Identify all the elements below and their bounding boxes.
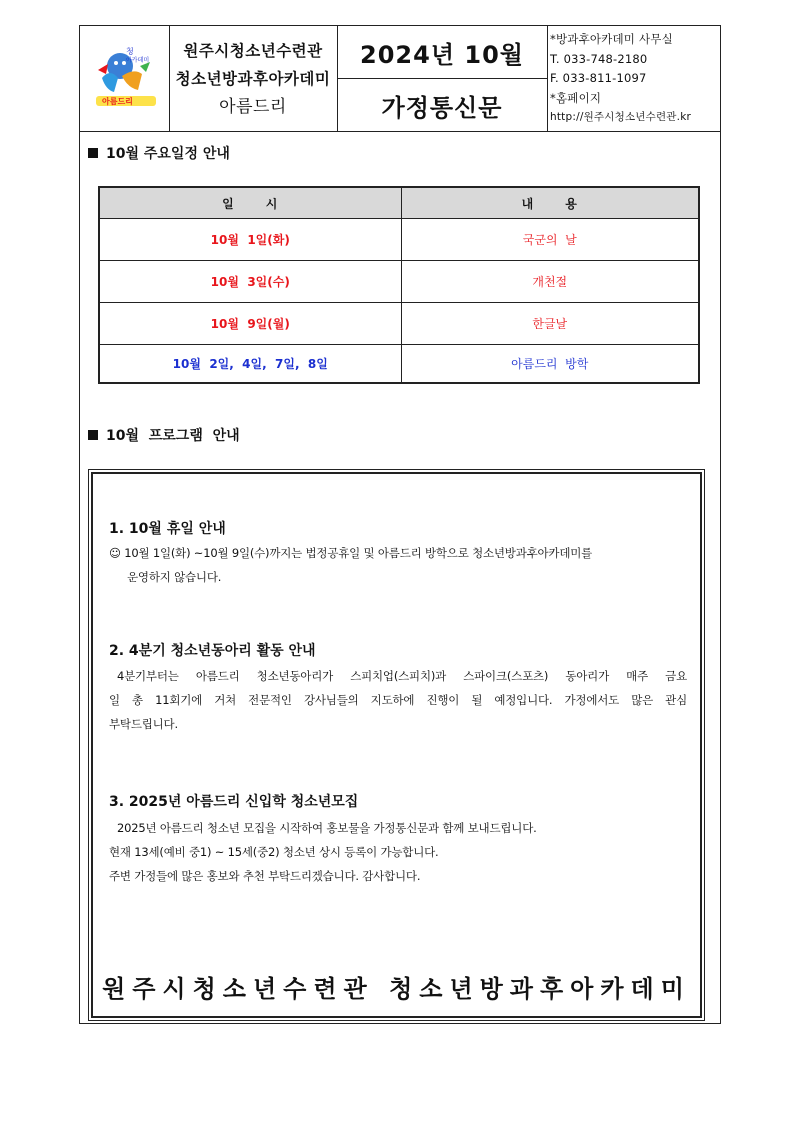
org-line-1: 원주시청소년수련관 bbox=[183, 41, 323, 60]
text-line: 2025년 아름드리 청소년 모집을 시작하여 홍보물을 가정통신문과 함께 보내드립니다. bbox=[117, 821, 537, 835]
program-item-text bbox=[109, 664, 687, 736]
program-heading-text: 10월 프로그램 안내 bbox=[106, 428, 240, 444]
table-header-row bbox=[100, 188, 698, 219]
table-row bbox=[100, 261, 698, 303]
program-box-inner bbox=[91, 472, 702, 1018]
schedule-date: 10월 1일(화) bbox=[100, 219, 402, 260]
table-row bbox=[100, 219, 698, 261]
program-item-text bbox=[109, 816, 687, 888]
newsletter-page bbox=[79, 25, 721, 1024]
title-cell bbox=[337, 26, 548, 131]
issue-month: 2024년 10월 bbox=[337, 26, 547, 79]
office-label: *방과후아카데미 사무실 bbox=[550, 32, 673, 46]
schedule-heading-text: 10월 주요일정 안내 bbox=[106, 146, 230, 162]
homepage-link[interactable]: http://원주시청소년수련관.kr bbox=[550, 111, 691, 123]
schedule-content: 개천절 bbox=[532, 275, 568, 289]
program-item-text bbox=[109, 541, 687, 589]
homepage-label: *홈페이지 bbox=[550, 90, 602, 105]
svg-text:청: 청 bbox=[126, 47, 134, 56]
column-header-date: 일 시 bbox=[100, 188, 402, 218]
svg-text:아름드리: 아름드리 bbox=[102, 97, 133, 106]
schedule-date: 10월 2일, 4일, 7일, 8일 bbox=[100, 345, 402, 382]
schedule-heading bbox=[88, 143, 230, 163]
org-line-2: 청소년방과후아카데미 bbox=[175, 69, 331, 88]
newsletter-header bbox=[80, 26, 720, 132]
text-line: 부탁드립니다. bbox=[109, 717, 178, 731]
organization-name bbox=[169, 26, 338, 131]
contact-info bbox=[550, 30, 718, 128]
table-row bbox=[100, 345, 698, 382]
schedule-content: 한글날 bbox=[532, 317, 568, 331]
text-line: 주변 가정들에 많은 홍보와 추천 부탁드리겠습니다. 감사합니다. bbox=[109, 869, 421, 883]
text-line: ☺ 10월 1일(화) ~10월 9일(수)까지는 법정공휴일 및 아름드리 방학으로 청소년방과후아카데미를 bbox=[109, 546, 593, 560]
newsletter-title: 가정통신문 bbox=[381, 93, 503, 122]
program-item-title: 1. 10월 휴일 안내 bbox=[109, 521, 226, 537]
text-line: 현재 13세(예비 중1) ~ 15세(중2) 청소년 상시 등록이 가능합니다. bbox=[109, 845, 439, 859]
phone-number: T. 033-748-2180 bbox=[550, 51, 648, 66]
svg-text:아카데미: 아카데미 bbox=[126, 57, 150, 64]
schedule-date: 10월 9일(월) bbox=[100, 303, 402, 344]
column-header-content: 내 용 bbox=[521, 196, 578, 211]
table-row bbox=[100, 303, 698, 345]
square-bullet-icon bbox=[88, 148, 98, 158]
schedule-table bbox=[98, 186, 700, 384]
program-item-title: 3. 2025년 아름드리 신입학 청소년모집 bbox=[109, 794, 359, 810]
program-item-title: 2. 4분기 청소년동아리 활동 안내 bbox=[109, 643, 316, 659]
schedule-content: 아름드리 방학 bbox=[511, 357, 589, 371]
academy-logo-icon bbox=[80, 26, 169, 131]
program-heading bbox=[88, 425, 240, 445]
logo-cell bbox=[80, 26, 170, 131]
square-bullet-icon bbox=[88, 430, 98, 440]
text-line: 일 총 11회기에 거쳐 전문적인 강사님들의 지도하에 진행이 될 예정입니다. 가정에서도 많은 관심 bbox=[109, 693, 687, 707]
text-line: 4분기부터는 아름드리 청소년동아리가 스피치업(스피치)과 스파이크(스포츠) 동아리가 매주 금요 bbox=[117, 669, 687, 683]
fax-number: F. 033-811-1097 bbox=[550, 71, 647, 85]
text-line: 운영하지 않습니다. bbox=[127, 570, 222, 584]
organization-signature: 원주시청소년수련관 청소년방과후아카데미 bbox=[102, 975, 691, 1003]
schedule-content: 국군의 날 bbox=[522, 233, 577, 247]
program-box bbox=[88, 469, 705, 1021]
org-line-3: 아름드리 bbox=[219, 96, 287, 117]
schedule-date: 10월 3일(수) bbox=[100, 261, 402, 302]
